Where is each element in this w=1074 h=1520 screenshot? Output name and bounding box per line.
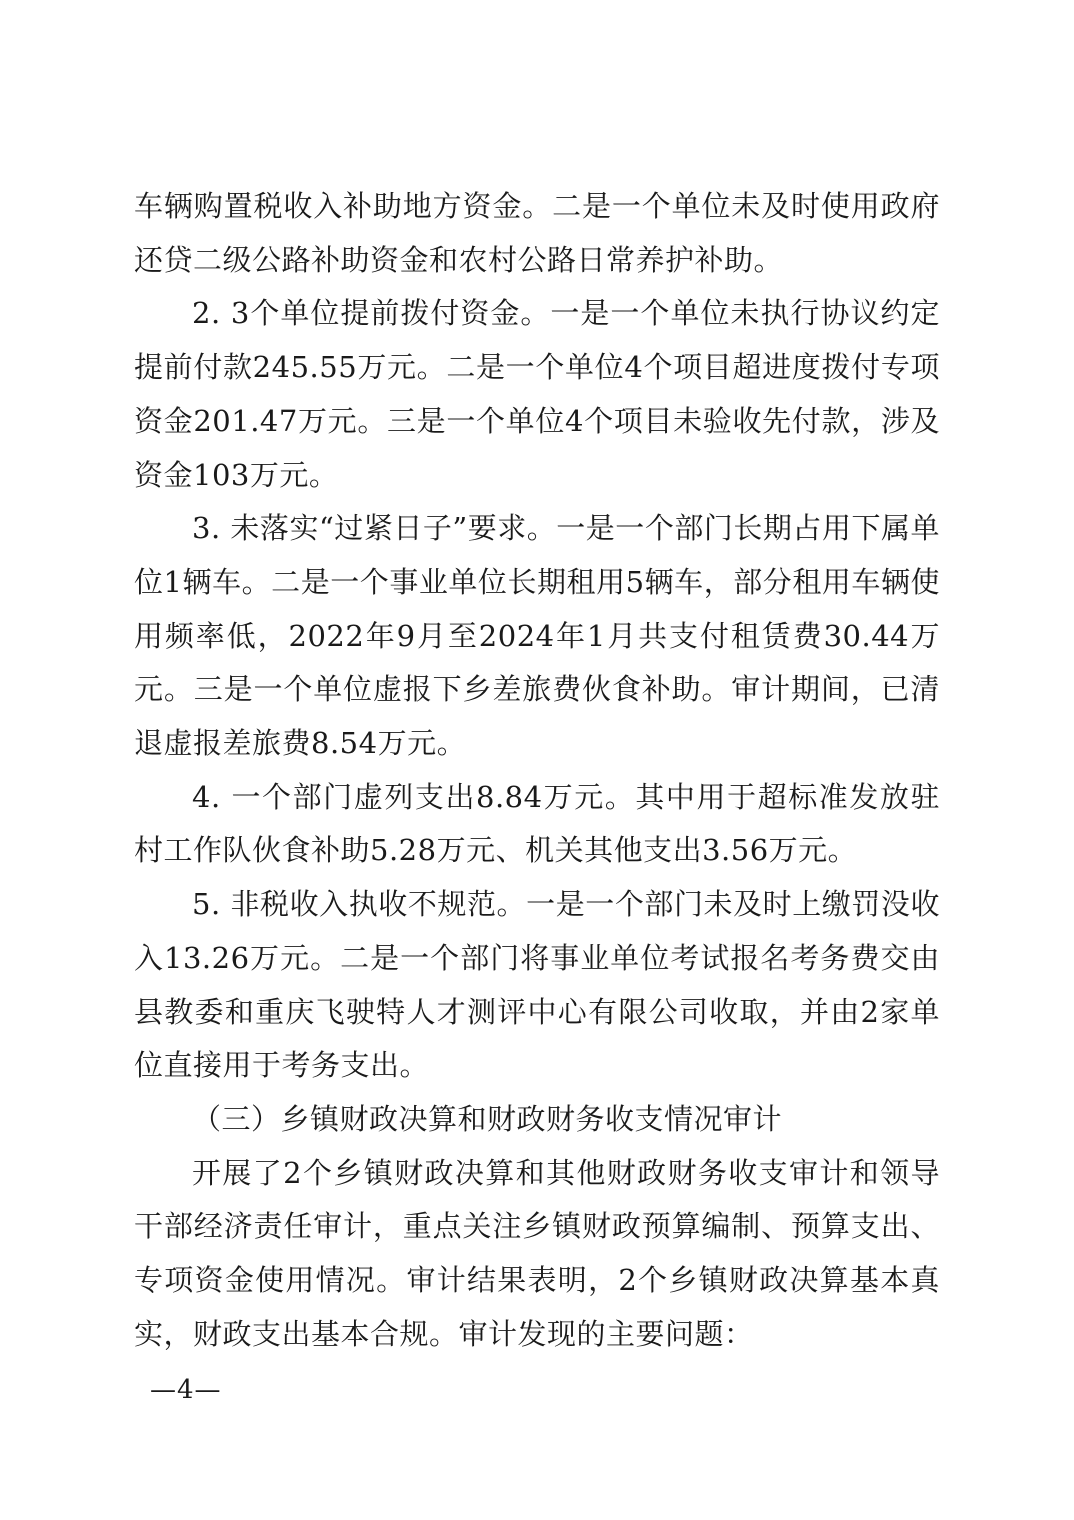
paragraph-item-4: 4. 一个部门虚列支出8.84万元。其中用于超标准发放驻村工作队伙食补助5.28万元、机关其他支出3.56万元。	[134, 779, 940, 868]
paragraph-section-3-intro: 开展了2个乡镇财政决算和其他财政财务收支审计和领导干部经济责任审计，重点关注乡镇财政预算编制、预算支出、专项资金使用情况。审计结果表明，2个乡镇财政决算基本真实，财政支出基本合规。审计发现的主要问题：	[134, 1155, 940, 1351]
paragraph-item-2: 2. 3个单位提前拨付资金。一是一个单位未执行协议约定提前付款245.55万元。二是一个单位4个项目超进度拨付专项资金201.47万元。三是一个单位4个项目未验收先付款，涉及资金103万元。	[134, 296, 940, 492]
section-heading-3: （三）乡镇财政决算和财政财务收支情况审计	[192, 1101, 783, 1136]
paragraph-item-5: 5. 非税收入执收不规范。一是一个部门未及时上缴罚没收入13.26万元。二是一个部门将事业单位考试报名考务费交由县教委和重庆飞驶特人才测评中心有限公司收取，并由2家单位直接用于考务支出。	[134, 887, 940, 1083]
paragraph-continuation: 车辆购置税收入补助地方资金。二是一个单位未及时使用政府还贷二级公路补助资金和农村公路日常养护补助。	[134, 189, 940, 277]
document-body	[134, 180, 940, 1361]
page-number: —4—	[150, 1375, 222, 1405]
paragraph-item-3: 3. 未落实“过紧日子”要求。一是一个部门长期占用下属单位1辆车。二是一个事业单位长期租用5辆车，部分租用车辆使用频率低，2022年9月至2024年1月共支付租赁费30.44万元。三是一个单位虚报下乡差旅费伙食补助。审计期间，已清退虚报差旅费8.54万元。	[134, 511, 940, 761]
